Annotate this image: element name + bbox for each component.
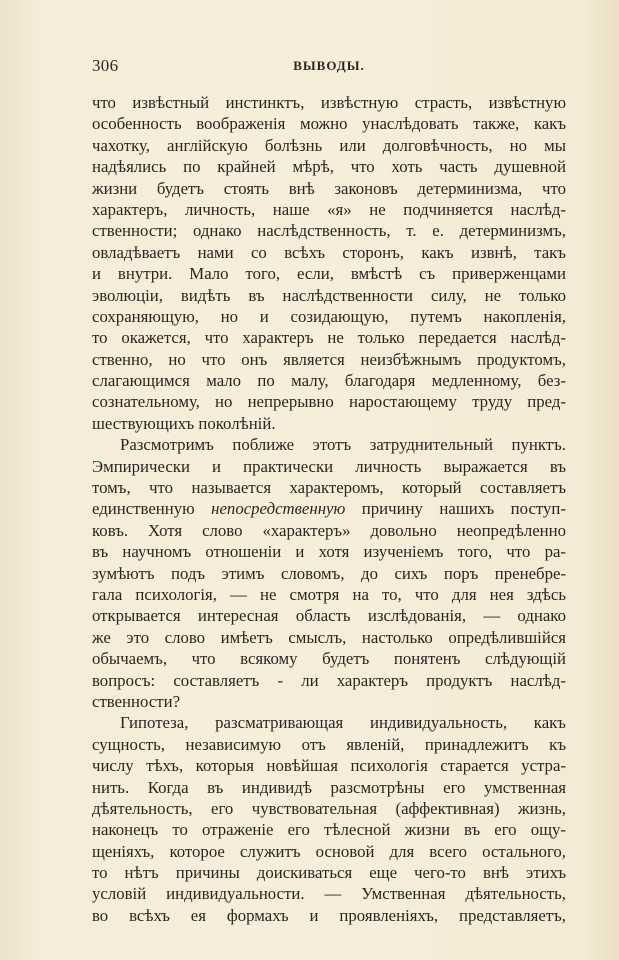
text-segment: единственную	[92, 499, 212, 519]
text-line: числу тѣхъ, которыя новѣйшая психологія старается устра-	[92, 756, 566, 776]
text-line: дѣятельность, его чувствовательная (аффективная) жизнь,	[92, 798, 566, 818]
text-line: въ научномъ отношеніи и хотя изученіемъ того, что ра-	[92, 542, 566, 562]
text-line: томъ, что называется характеромъ, который составляетъ	[92, 478, 566, 498]
text-line: сущность, независимую отъ явленій, принадлежитъ къ	[92, 734, 566, 754]
text-segment: причину нашихъ поступ-	[345, 499, 566, 519]
text-line: ственно, но что онъ является неизбѣжнымъ продуктомъ,	[92, 349, 566, 369]
text-line-with-emphasis	[92, 498, 566, 519]
text-line: ковъ. Хотя слово «характеръ» довольно неопредѣленно	[92, 520, 566, 540]
text-line: ственности; однако наслѣдственность, т. е. детерминизмъ,	[92, 221, 566, 241]
text-line: что извѣстный инстинктъ, извѣстную страсть, извѣстную	[92, 93, 566, 112]
text-line: Эмпирически и практически личность выражается въ	[92, 456, 566, 476]
text-line: сознательному, но непрерывно наростающему труду пред-	[92, 392, 566, 412]
page-header	[92, 56, 566, 76]
paragraph-1	[92, 92, 566, 434]
text-line: то окажется, что характеръ не только передается наслѣд-	[92, 328, 566, 348]
text-line: эволюціи, видѣть въ наслѣдственности силу, не только	[92, 285, 566, 305]
text-line: жизни будетъ стоять внѣ законовъ детерминизма, что	[92, 178, 566, 198]
text-line: Разсмотримъ поближе этотъ затруднительный пунктъ.	[120, 435, 566, 455]
text-line: наконецъ то отраженіе его тѣлесной жизни въ его ощу-	[92, 820, 566, 840]
text-line: особенность воображенія можно унаслѣдовать также, какъ	[92, 114, 566, 134]
running-title: ВЫВОДЫ.	[293, 58, 365, 73]
text-line: и внутри. Мало того, если, вмѣстѣ съ приверженцами	[92, 264, 566, 284]
paragraph-2	[92, 434, 566, 712]
text-line: овладѣваетъ нами со всѣхъ сторонъ, какъ извнѣ, такъ	[92, 242, 566, 262]
text-line: надѣялись по крайней мѣрѣ, что хоть часть душевной	[92, 157, 566, 177]
text-line: гала психологія, — не смотря на то, что для нея здѣсь	[92, 584, 566, 604]
text-line: характеръ, личность, наше «я» не подчиняется наслѣд-	[92, 199, 566, 219]
text-line: шествующихъ поколѣній.	[92, 413, 276, 433]
text-line: зумѣютъ подъ этимъ словомъ, до сихъ поръ пренебре-	[92, 563, 566, 583]
paragraph-3	[92, 712, 566, 926]
text-line: же это слово имѣетъ смыслъ, настолько опредѣлившійся	[92, 627, 566, 647]
text-line: слагающимся мало по малу, благодаря медленному, без-	[92, 371, 566, 391]
text-line: вопросъ: составляетъ - ли характеръ продуктъ наслѣд-	[92, 670, 566, 690]
text-line: ственности?	[92, 691, 181, 711]
text-line: обычаемъ, что всякому будетъ понятенъ слѣдующій	[92, 649, 566, 669]
text-line: во всѣхъ ея формахъ и проявленіяхъ, представляетъ,	[92, 905, 566, 925]
text-line: то нѣтъ причины доискиваться еще чего-то внѣ этихъ	[92, 863, 566, 883]
text-line: нить. Когда въ индивидѣ разсмотрѣны его умственная	[92, 777, 566, 797]
text-line: чахотку, англійскую болѣзнь или долговѣчность, но мы	[92, 135, 566, 155]
text-line: Гипотеза, разсматривающая индивидуальность, какъ	[120, 713, 566, 733]
body-text	[92, 92, 566, 926]
text-line: сохраняющую, но и созидающую, путемъ накопленія,	[92, 306, 566, 326]
text-line: щеніяхъ, которое служитъ основой для всего остального,	[92, 841, 566, 861]
page-number: 306	[92, 56, 119, 75]
text-line: открывается интересная область изслѣдованія, — однако	[92, 606, 566, 626]
emphasized-word: непосредственную	[211, 499, 346, 519]
text-line: условій индивидуальности. — Умственная дѣятельность,	[92, 884, 566, 904]
